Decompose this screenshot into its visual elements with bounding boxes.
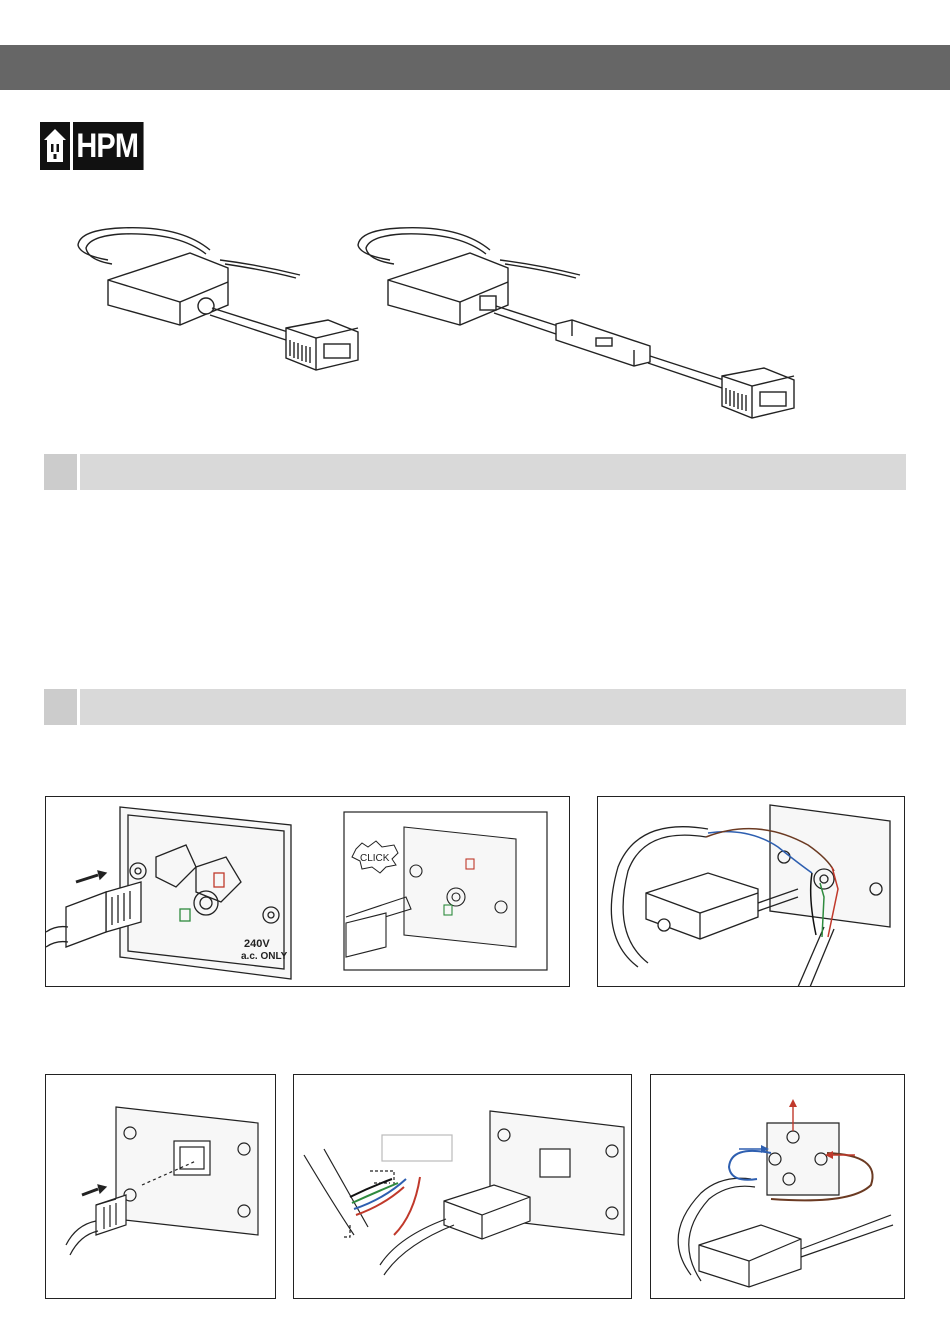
brand-logo	[40, 122, 156, 170]
rating-text-2: a.c. ONLY	[241, 951, 288, 962]
brand-logo-text: HPM	[73, 122, 143, 170]
product-illustration	[60, 220, 800, 430]
section-number-2	[44, 689, 80, 725]
header-band	[0, 45, 950, 90]
figure-wired-outlet	[597, 796, 905, 987]
figure-connector-rear	[45, 1074, 276, 1299]
section-number-1	[44, 454, 80, 490]
rating-text-1: 240V	[244, 938, 270, 950]
section-bar-1	[44, 454, 906, 490]
house-plug-icon	[40, 122, 70, 170]
figure-terminal-connection	[650, 1074, 905, 1299]
figure-cable-termination	[293, 1074, 632, 1299]
click-label: CLICK	[360, 853, 390, 864]
figure-plug-insertion	[45, 796, 570, 987]
section-bar-2	[44, 689, 906, 725]
